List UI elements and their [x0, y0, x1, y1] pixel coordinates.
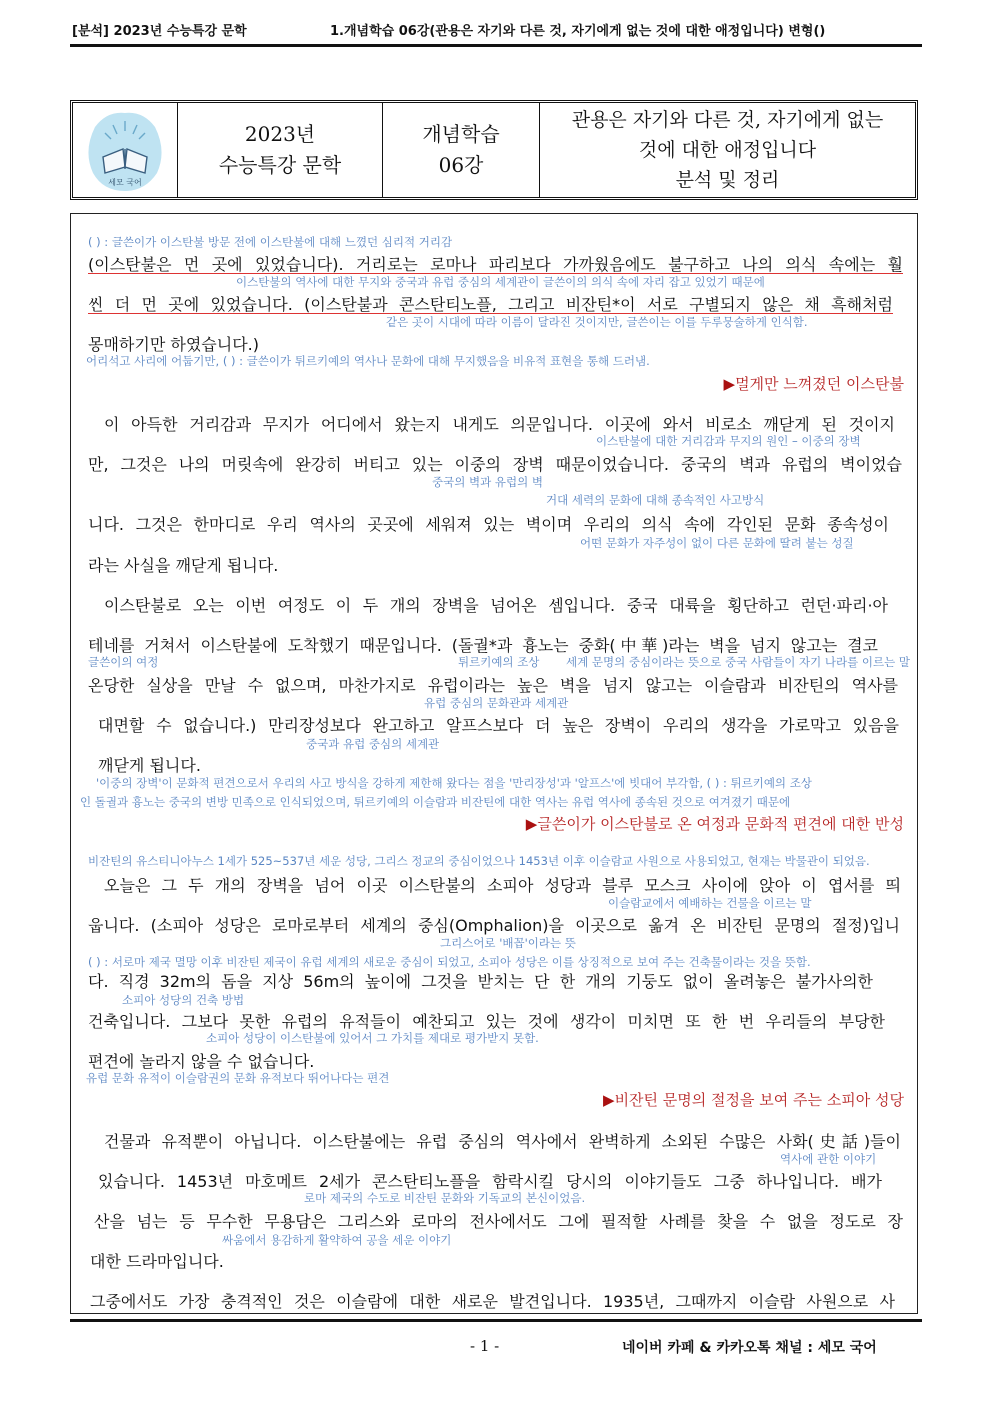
text-line: 대한 드라마입니다. [90, 1252, 224, 1271]
header-left: [분석] 2023년 수능특강 문학 [72, 24, 247, 39]
note: 소피아 성당의 건축 방법 [122, 993, 245, 1007]
triangle-icon: ▶ [525, 815, 538, 833]
section-summary: ▶멀게만 느껴졌던 이스탄불 [723, 375, 904, 393]
note: 그리스어로 '배꼽'이라는 뜻 [440, 936, 576, 950]
section-summary: ▶비잔틴 문명의 절정을 보여 주는 소피아 성당 [603, 1091, 904, 1109]
title-line-3: 분석 및 정리 [675, 169, 780, 191]
header-right: 1.개념학습 06강(관용은 자기와 다른 것, 자기에게 없는 것에 대한 애정입니다) 변형() [330, 24, 826, 39]
text-line: 건물과 유적뿐이 아닙니다. 이스탄불에는 유럽 중심의 역사에서 완벽하게 소외된 수많은 사화(史話)들이 [104, 1132, 901, 1151]
text-line: 오늘은 그 두 개의 장벽을 넘어 이곳 이스탄불의 소피아 성당과 블루 모스크 사이에 앉아 이 엽서를 띄 [104, 876, 901, 895]
section-summary: ▶글쓴이가 이스탄불로 온 여정과 문화적 편견에 대한 반성 [525, 815, 904, 833]
note: 어리석고 사리에 어둡기만, ( ) : 글쓴이가 튀르키예의 역사나 문화에 대해 무지했음을 비유적 표현을 통해 드러냄. [86, 354, 650, 368]
year-label: 2023년 [244, 122, 316, 146]
logo-text: 세모 국어 [108, 178, 142, 187]
note: ( ) : 글쓴이가 이스탄불 방문 전에 이스탄불에 대해 느꼈던 심리적 거리감 [88, 235, 453, 249]
note: 튀르키예의 조상 [458, 655, 540, 669]
note: ( ) : 서로마 제국 멸망 이후 비잔틴 제국이 유럽 세계의 새로운 중심이 되었고, 소피아 성당은 이를 상징적으로 보여 주는 건축물이라는 것을 뜻함. [88, 955, 811, 969]
note: 유럽 문화 유적이 이슬람권의 문화 유적보다 뛰어나다는 편견 [86, 1071, 390, 1085]
text-line: 라는 사실을 깨닫게 됩니다. [88, 556, 279, 575]
triangle-icon: ▶ [603, 1091, 615, 1109]
text-line: 대면할 수 없습니다.) 만리장성보다 완고하고 알프스보다 더 높은 장벽이 우리의 생각을 가로막고 있음을 [98, 716, 899, 735]
note: 이슬람교에서 예배하는 건물을 이르는 말 [608, 896, 812, 910]
title-box [70, 100, 918, 200]
note: 인 돌궐과 흉노는 중국의 변방 민족으로 인식되었으며, 튀르키예의 이슬람과 비잔틴에 대한 역사는 유럽 역사에 종속된 것으로 여겨졌기 때문에 [80, 795, 791, 809]
note: 같은 곳이 시대에 따라 이름이 달라진 것이지만, 글쓴이는 이를 두루뭉술하게 인식함. [386, 315, 808, 329]
note: 역사에 관한 이야기 [780, 1152, 877, 1166]
text-line: 테네를 거쳐서 이스탄불에 도착했기 때문입니다. (돌궐*과 흉노는 중화(中華)라는 벽을 넘지 않고는 결코 [88, 636, 878, 655]
text-line: 웁니다. (소피아 성당은 로마로부터 세계의 중심(Omphalion)을 이곳으로 옮겨 온 비잔틴 문명의 절정)입니 [88, 916, 900, 935]
footer-channel: 네이버 카페 & 카카오톡 채널 : 세모 국어 [622, 1340, 877, 1356]
lesson-cell [383, 103, 540, 197]
note: 이스탄불에 대한 거리감과 무지의 원인 – 이중의 장벽 [596, 434, 861, 448]
text-line: 그중에서도 가장 충격적인 것은 이슬람에 대한 새로운 발견입니다. 1935년, 그때까지 이슬람 사원으로 사 [90, 1292, 895, 1311]
text-line: 건축입니다. 그보다 못한 유럽의 유적들이 예찬되고 있는 것에 생각이 미치면 또 한 번 우리들의 부당한 [88, 1012, 885, 1031]
book-label: 수능특강 문학 [218, 153, 342, 177]
lesson-label-b: 06강 [438, 153, 484, 177]
note: '이중의 장벽'이 문화적 편견으로서 우리의 사고 방식을 강하게 제한해 왔다는 점을 '만리장성'과 '알프스'에 빗대어 부각함, ( ) : 튀르키예의 조상 [96, 776, 812, 790]
note: 유럽 중심의 문화관과 세계관 [424, 696, 569, 710]
note: 이스탄불의 역사에 대한 무지와 중국과 유럽 중심의 세계관이 글쓴이의 의식 속에 자리 잡고 있었기 때문에 [236, 275, 765, 289]
logo-cell [73, 103, 178, 197]
text-line: 산을 넘는 등 무수한 무용담은 그리스와 로마의 전사에서도 그에 필적할 사례를 찾을 수 없을 정도로 장 [94, 1212, 903, 1231]
text-line: (이스탄불은 먼 곳에 있었습니다). 거리로는 로마나 파리보다 가까웠음에도 불구하고 나의 의식 속에는 훨 [88, 255, 903, 274]
text-line: 있습니다. 1453년 마호메트 2세가 콘스탄티노플을 함락시킬 당시의 이야기들도 그중 하나입니다. 배가 [98, 1172, 882, 1191]
text-line: 만, 그것은 나의 머릿속에 완강히 버티고 있는 이중의 장벽 때문이었습니다. 중국의 벽과 유럽의 벽이었습 [88, 455, 902, 474]
text-line: 이스탄불로 오는 이번 여정도 이 두 개의 장벽을 넘어온 셈입니다. 중국 대륙을 횡단하고 런던·파리·아 [104, 596, 888, 615]
text-line: 몽매하기만 하였습니다.) [88, 335, 259, 354]
note: 소피아 성당이 이스탄불에 있어서 그 가치를 제대로 평가받지 못함. [206, 1031, 539, 1045]
page-number: - 1 - [470, 1337, 500, 1355]
book-logo-icon [83, 107, 167, 193]
text-line: 깨닫게 됩니다. [98, 756, 201, 775]
text-line: 편견에 놀라지 않을 수 없습니다. [88, 1052, 315, 1071]
header-rule [70, 44, 922, 47]
title-line-1: 관용은 자기와 다른 것, 자기에게 없는 [571, 109, 884, 131]
note: 중국의 벽과 유럽의 벽 [432, 475, 543, 489]
text-line: 니다. 그것은 한마디로 우리 역사의 곳곳에 세워져 있는 벽이며 우리의 의식 속에 각인된 문화 종속성이 [88, 515, 889, 534]
note: 중국과 유럽 중심의 세계관 [306, 737, 440, 751]
title-line-2: 것에 대한 애정입니다 [638, 139, 817, 161]
text-line: 이 아득한 거리감과 무지가 어디에서 왔는지 내게도 의문입니다. 이곳에 와서 비로소 깨닫게 된 것이지 [104, 415, 895, 434]
note: 싸움에서 용감하게 활약하여 공을 세운 이야기 [222, 1233, 452, 1247]
triangle-icon: ▶ [723, 375, 736, 393]
text-line: 온당한 실상을 만날 수 없으며, 마찬가지로 유럽이라는 높은 벽을 넘지 않고는 이슬람과 비잔틴의 역사를 [88, 676, 898, 695]
note: 어떤 문화가 자주성이 없이 다른 문화에 딸려 붙는 성질 [580, 536, 854, 550]
book-name-cell [178, 103, 383, 197]
note: 글쓴이의 여정 [88, 655, 159, 669]
text-line: 다. 직경 32m의 돔을 지상 56m의 높이에 그것을 받치는 단 한 개의 기둥도 없이 올려놓은 불가사의한 [88, 972, 873, 991]
note: 로마 제국의 수도로 비잔틴 문화와 기독교의 본신이었음. [304, 1191, 586, 1205]
title-cell [540, 103, 915, 197]
note: 비잔틴의 유스티니아누스 1세가 525~537년 세운 성당, 그리스 정교의 중심이었으나 1453년 이후 이슬람교 사원으로 사용되었고, 현재는 박물관이 되었음. [88, 854, 870, 868]
note: 거대 세력의 문화에 대해 종속적인 사고방식 [546, 493, 765, 507]
text-line: 씬 더 먼 곳에 있었습니다. (이스탄불과 콘스탄티노플, 그리고 비잔틴*이 서로 구별되지 않은 채 흑해처럼 [88, 295, 893, 314]
footer-rule [70, 1319, 922, 1322]
note: 세계 문명의 중심이라는 뜻으로 중국 사람들이 자기 나라를 이르는 말 [566, 655, 910, 669]
lesson-label-a: 개념학습 [422, 122, 500, 146]
